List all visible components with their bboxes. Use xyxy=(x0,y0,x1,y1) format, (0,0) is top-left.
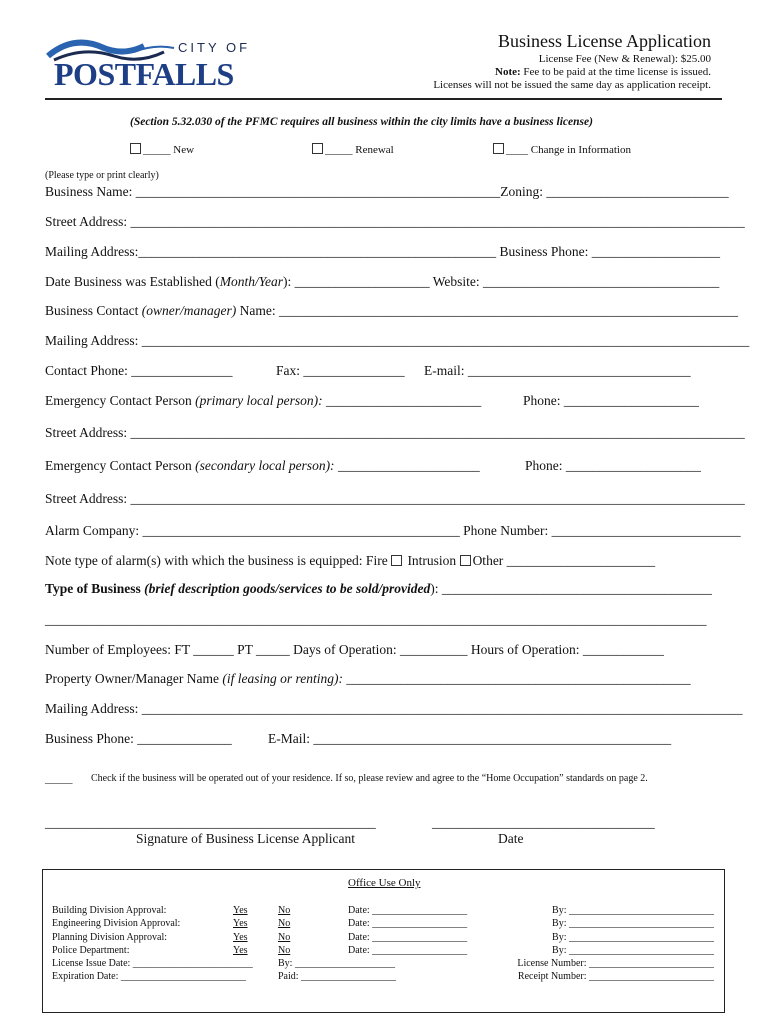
contact-phone-field[interactable]: Contact Phone: _______________ xyxy=(45,363,233,378)
planning-yes[interactable]: Yes xyxy=(233,931,248,943)
issue-notice: Licenses will not be issued the same day as application receipt. xyxy=(433,79,711,91)
instruction: (Please type or print clearly) xyxy=(45,170,159,181)
building-yes[interactable]: Yes xyxy=(233,905,248,916)
date-established-field[interactable]: Date Business was Established (Month/Year): ____________________ Website: ___________________________________ xyxy=(45,274,720,289)
header-divider xyxy=(45,98,722,100)
license-number-field[interactable]: License Number: _________________________ xyxy=(517,958,714,970)
email-field-2[interactable]: E-Mail: _____________________________________________________ xyxy=(268,731,672,746)
mailing-address-field-2[interactable]: Mailing Address: __________________________________________________________________________________________ xyxy=(45,333,750,348)
city-logo xyxy=(44,34,254,94)
date-label: Date xyxy=(498,831,524,846)
planning-date[interactable]: Date: ___________________ xyxy=(348,931,468,943)
fire-checkbox[interactable] xyxy=(391,555,402,566)
building-approval-label: Building Division Approval: xyxy=(52,905,167,916)
renewal-checkbox[interactable] xyxy=(312,143,323,154)
emergency-phone-field-1[interactable]: Phone: ____________________ xyxy=(523,393,699,408)
building-no[interactable]: No xyxy=(278,905,291,916)
alarm-company-field[interactable]: Alarm Company: _______________________________________________ Phone Number: ____________________________ xyxy=(45,523,741,538)
license-issue-date-field[interactable]: License Issue Date: ________________________ xyxy=(52,958,253,970)
form-title: Business License Application xyxy=(498,31,711,51)
office-use-title: Office Use Only xyxy=(348,877,421,889)
change-checkbox[interactable] xyxy=(493,143,504,154)
emergency-contact-secondary-field[interactable]: Emergency Contact Person (secondary local person): _____________________ xyxy=(45,458,480,473)
paid-field[interactable]: Paid: ___________________ xyxy=(278,971,397,983)
engineering-approval-label: Engineering Division Approval: xyxy=(52,918,181,930)
option-renewal[interactable]: _____ Renewal xyxy=(312,143,394,156)
building-date[interactable]: Date: ___________________ xyxy=(348,905,468,916)
license-fee: License Fee (New & Renewal): $25.00 xyxy=(538,53,711,65)
note-text: Fee to be paid at the time license is issued. xyxy=(523,66,711,78)
intrusion-checkbox[interactable] xyxy=(460,555,471,566)
business-phone-field[interactable]: Business Phone: ______________ xyxy=(45,731,232,746)
office-date-column xyxy=(278,904,467,984)
engineering-no[interactable]: No xyxy=(278,918,291,930)
fee-note xyxy=(495,66,711,78)
note-label: Note: xyxy=(495,66,521,78)
alarm-type-field[interactable]: Note type of alarm(s) with which the business is equipped: Fire Intrusion Other ______________________ xyxy=(45,553,656,568)
type-of-business-line-2[interactable]: __________________________________________________________________________________________________ xyxy=(45,612,707,627)
office-by-column xyxy=(517,904,714,984)
signature-line[interactable]: _________________________________________________ xyxy=(45,815,376,830)
building-by[interactable]: By: _____________________________ xyxy=(552,905,714,916)
new-checkbox[interactable] xyxy=(130,143,141,154)
police-yes[interactable]: Yes xyxy=(233,944,248,956)
business-name-field[interactable]: Business Name: ______________________________________________________Zoning: ___________________________ xyxy=(45,184,729,199)
office-labels xyxy=(52,904,253,984)
planning-no[interactable]: No xyxy=(278,931,291,943)
employees-field[interactable]: Number of Employees: FT ______ PT _____ Days of Operation: __________ Hours of Operation: ____________ xyxy=(45,642,664,657)
engineering-yes[interactable]: Yes xyxy=(233,918,248,930)
planning-by[interactable]: By: _____________________________ xyxy=(552,931,714,943)
fax-field[interactable]: Fax: _______________ xyxy=(276,363,405,378)
business-contact-field[interactable]: Business Contact (owner/manager) Name: ____________________________________________________________________ xyxy=(45,303,738,318)
home-occupation-note: Check if the business will be operated out of your residence. If so, please review and agree to the “Home Occupation” standards on page 2. xyxy=(91,773,648,784)
receipt-number-field[interactable]: Receipt Number: _________________________ xyxy=(517,971,714,983)
planning-approval-label: Planning Division Approval: xyxy=(52,931,167,943)
signature-label: Signature of Business License Applicant xyxy=(136,831,355,846)
logo-name: POSTFALLS xyxy=(54,56,234,92)
engineering-by[interactable]: By: _____________________________ xyxy=(552,918,714,930)
logo-city-of: CITY OF xyxy=(178,40,251,55)
expiration-date-field[interactable]: Expiration Date: _________________________ xyxy=(52,971,246,983)
police-by[interactable]: By: _____________________________ xyxy=(552,944,714,956)
street-address-field-2[interactable]: Street Address: ___________________________________________________________________________________________ xyxy=(45,425,745,440)
home-occupation-check[interactable]: _____ xyxy=(45,773,73,785)
option-new[interactable]: _____ New xyxy=(130,143,194,156)
police-date[interactable]: Date: ___________________ xyxy=(348,944,468,956)
email-field[interactable]: E-mail: _________________________________ xyxy=(424,363,691,378)
mailing-address-field-3[interactable]: Mailing Address: _________________________________________________________________________________________ xyxy=(45,701,743,716)
police-department-label: Police Department: xyxy=(52,944,130,956)
police-no[interactable]: No xyxy=(278,944,291,956)
type-of-business-field[interactable]: Type of Business (brief description goods/services to be sold/provided): ________________________________________ xyxy=(45,581,712,596)
engineering-date[interactable]: Date: ___________________ xyxy=(348,918,468,930)
emergency-phone-field-2[interactable]: Phone: ____________________ xyxy=(525,458,701,473)
issued-by-field[interactable]: By: ____________________ xyxy=(278,958,395,970)
mailing-address-field-1[interactable]: Mailing Address:_____________________________________________________ Business Phone: ___________________ xyxy=(45,244,721,259)
date-line[interactable]: _________________________________ xyxy=(432,815,655,830)
street-address-field-3[interactable]: Street Address: ___________________________________________________________________________________________ xyxy=(45,491,745,506)
street-address-field-1[interactable]: Street Address: ___________________________________________________________________________________________ xyxy=(45,214,745,229)
section-note: (Section 5.32.030 of the PFMC requires all business within the city limits have a business license) xyxy=(130,116,593,128)
emergency-contact-primary-field[interactable]: Emergency Contact Person (primary local person): _______________________ xyxy=(45,393,482,408)
option-change[interactable]: ____ Change in Information xyxy=(493,143,631,156)
property-owner-field[interactable]: Property Owner/Manager Name (if leasing or renting): ___________________________________________________ xyxy=(45,671,691,686)
office-yes-column xyxy=(233,904,248,957)
